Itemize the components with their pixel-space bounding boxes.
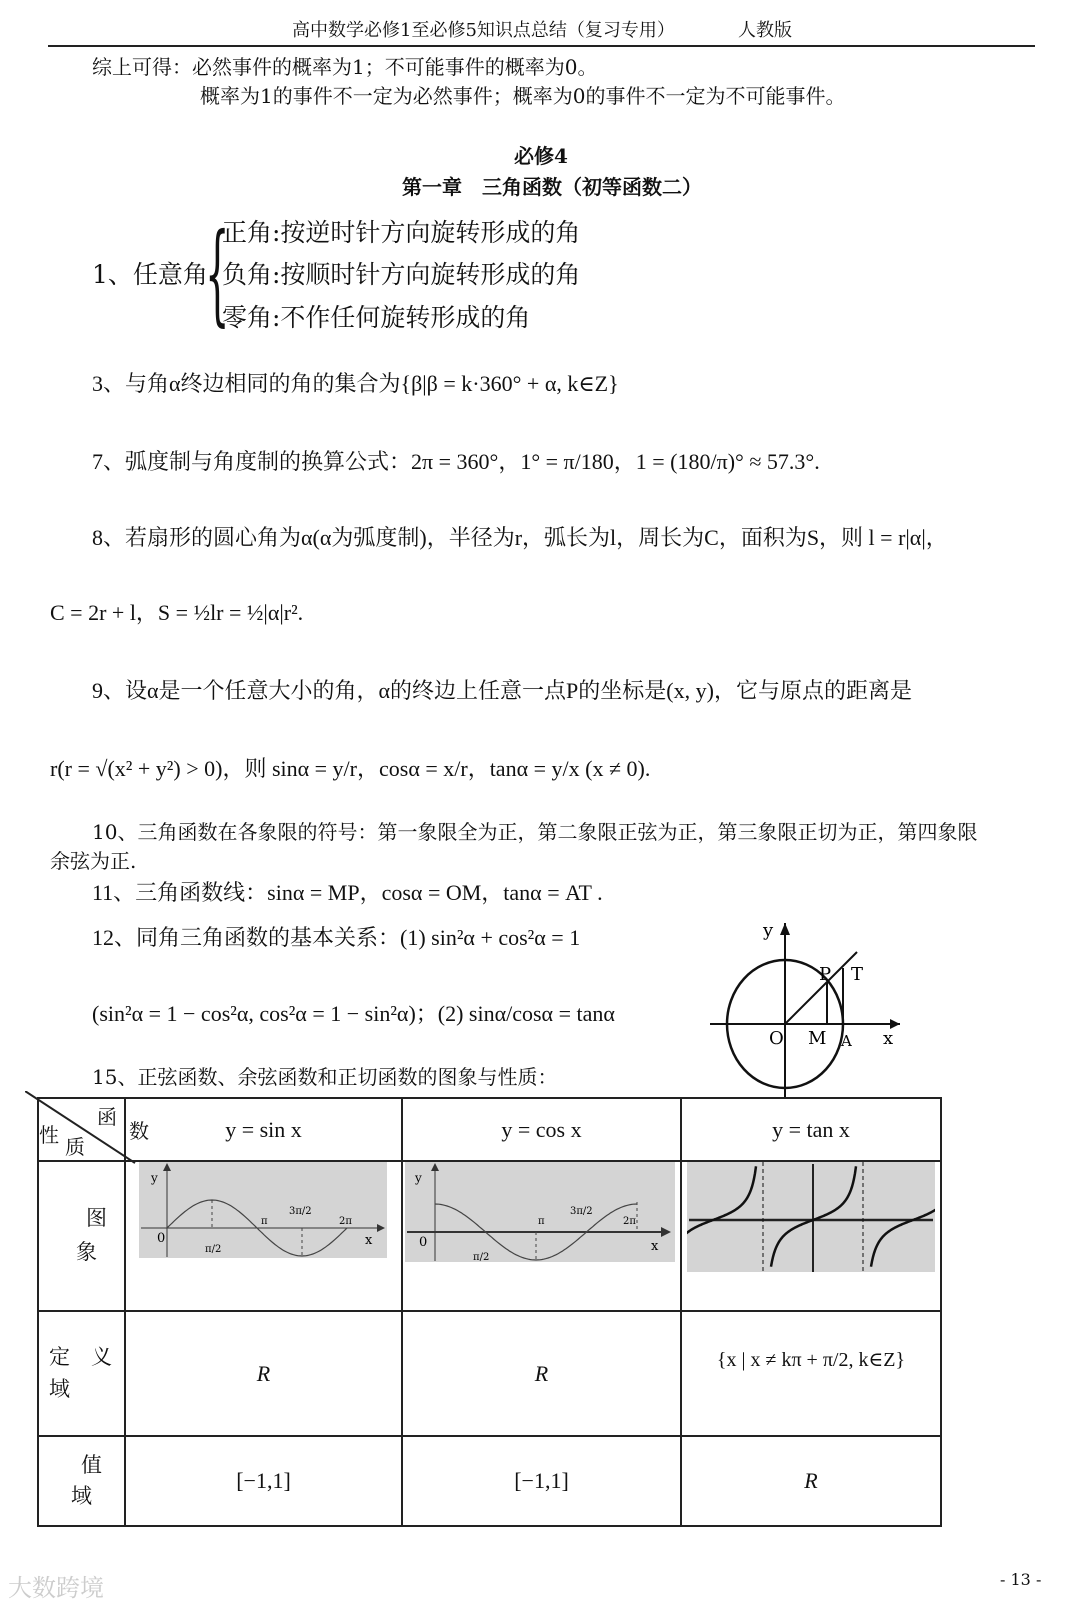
cos-graph xyxy=(405,1162,675,1262)
corner-func2: 数 xyxy=(129,1119,149,1143)
intro-line1: 综上可得：必然事件的概率为1；不可能事件的概率为0。 xyxy=(92,55,598,79)
header-rule xyxy=(48,45,1035,47)
domain-tan: {x | x ≠ kπ + π/2, k∈Z} xyxy=(681,1311,941,1436)
domain-cos: R xyxy=(402,1311,681,1436)
item3: 3、与角α终边相同的角的集合为{β|β = k·360° + α, k∈Z} xyxy=(92,371,619,396)
page-number: - 13 - xyxy=(1000,1570,1042,1589)
corner-prop: 性 xyxy=(39,1123,59,1147)
svg-text:π: π xyxy=(261,1216,268,1227)
book-title: 必修4 xyxy=(514,144,568,168)
diagram-P: P xyxy=(819,964,832,985)
item1-label: 1、任意角 xyxy=(92,260,208,289)
range-cos: [−1,1] xyxy=(402,1436,681,1526)
item1-zero: 零角:不作任何旋转形成的角 xyxy=(222,303,531,332)
corner-prop2: 质 xyxy=(65,1135,85,1159)
item1-positive: 正角:按逆时针方向旋转形成的角 xyxy=(222,218,581,247)
header-edition: 人教版 xyxy=(738,20,792,41)
unit-circle-diagram xyxy=(705,918,905,1098)
svg-text:3π/2: 3π/2 xyxy=(570,1206,593,1217)
item8-line2: C = 2r + l，S = ½lr = ½|α|r². xyxy=(50,600,304,625)
header-tan: y = tan x xyxy=(681,1098,941,1161)
item12-line1: 12、同角三角函数的基本关系：(1) sin²α + cos²α = 1 xyxy=(92,925,581,950)
item8-line1: 8、若扇形的圆心角为α(α为弧度制)，半径为r，弧长为l，周长为C，面积为S，则 l = r|α|， xyxy=(92,525,948,550)
tan-graph xyxy=(687,1162,935,1272)
cos-graph-cell xyxy=(402,1161,681,1311)
diagram-y: y xyxy=(763,920,774,941)
svg-text:3π/2: 3π/2 xyxy=(289,1206,312,1217)
item10-line1: 10、三角函数在各象限的符号：第一象限全为正，第二象限正弦为正，第三象限正切为正，第四象限 xyxy=(92,820,978,844)
tan-graph-cell xyxy=(681,1161,941,1311)
row-label-graph: 图 象 xyxy=(38,1161,125,1311)
svg-text:y: y xyxy=(151,1171,158,1185)
svg-text:x: x xyxy=(651,1239,659,1254)
row-label-range: 值 域 xyxy=(38,1436,125,1526)
tan-branch xyxy=(687,1166,756,1266)
header-sin: y = sin x xyxy=(125,1098,402,1161)
item10-line2: 余弦为正. xyxy=(50,849,137,873)
svg-text:y: y xyxy=(415,1171,422,1185)
intro-line2: 概率为1的事件不一定为必然事件；概率为0的事件不一定为不可能事件。 xyxy=(200,84,846,108)
item15: 15、正弦函数、余弦函数和正切函数的图象与性质： xyxy=(92,1065,558,1089)
watermark: 大数跨境 xyxy=(8,1574,104,1602)
domain-sin: R xyxy=(125,1311,402,1436)
item12-line2: (sin²α = 1 − cos²α, cos²α = 1 − sin²α)；(2) sinα/cosα = tanα xyxy=(92,1001,615,1026)
corner-func: 函 xyxy=(97,1105,117,1129)
sin-graph-cell xyxy=(125,1161,402,1311)
header-title: 高中数学必修1至必修5知识点总结（复习专用） xyxy=(292,20,675,41)
item11: 11、三角函数线：sinα = MP，cosα = OM，tanα = AT . xyxy=(92,880,603,905)
corner-cell xyxy=(38,1098,149,1161)
range-sin: [−1,1] xyxy=(125,1436,402,1526)
tan-branch xyxy=(871,1166,935,1266)
row-label-domain: 定 义 域 xyxy=(38,1311,125,1436)
item7: 7、弧度制与角度制的换算公式：2π = 360°，1° = π/180，1 = (180/π)° ≈ 57.3°. xyxy=(92,449,820,474)
svg-text:0: 0 xyxy=(419,1235,428,1250)
terminal-side xyxy=(785,952,857,1024)
svg-text:π: π xyxy=(538,1216,545,1227)
diagram-T: T xyxy=(851,964,864,985)
diagram-x: x xyxy=(883,1028,894,1049)
item1-negative: 负角:按顺时针方向旋转形成的角 xyxy=(222,260,581,289)
svg-text:0: 0 xyxy=(157,1231,166,1246)
sin-graph xyxy=(139,1162,387,1258)
item9-line1: 9、设α是一个任意大小的角，α的终边上任意一点P的坐标是(x, y)，它与原点的距离是 xyxy=(92,678,912,703)
header-cos: y = cos x xyxy=(402,1098,681,1161)
svg-text:x: x xyxy=(365,1233,373,1248)
svg-text:2π: 2π xyxy=(339,1216,352,1227)
svg-text:2π: 2π xyxy=(623,1216,636,1227)
item9-line2: r(r = √(x² + y²) > 0)，则 sinα = y/r，cosα = x/r，tanα = y/x (x ≠ 0). xyxy=(50,756,651,781)
svg-text:π/2: π/2 xyxy=(205,1244,222,1255)
brace-icon: { xyxy=(205,209,230,337)
diagram-M: M xyxy=(808,1028,827,1049)
diagram-A: A xyxy=(841,1032,852,1050)
chapter-title: 第一章 三角函数（初等函数二） xyxy=(402,175,702,199)
trig-properties-table xyxy=(37,1097,942,1527)
diagram-O: O xyxy=(769,1028,784,1049)
svg-text:π/2: π/2 xyxy=(473,1252,490,1262)
tan-curves xyxy=(687,1162,935,1272)
range-tan: R xyxy=(681,1436,941,1526)
